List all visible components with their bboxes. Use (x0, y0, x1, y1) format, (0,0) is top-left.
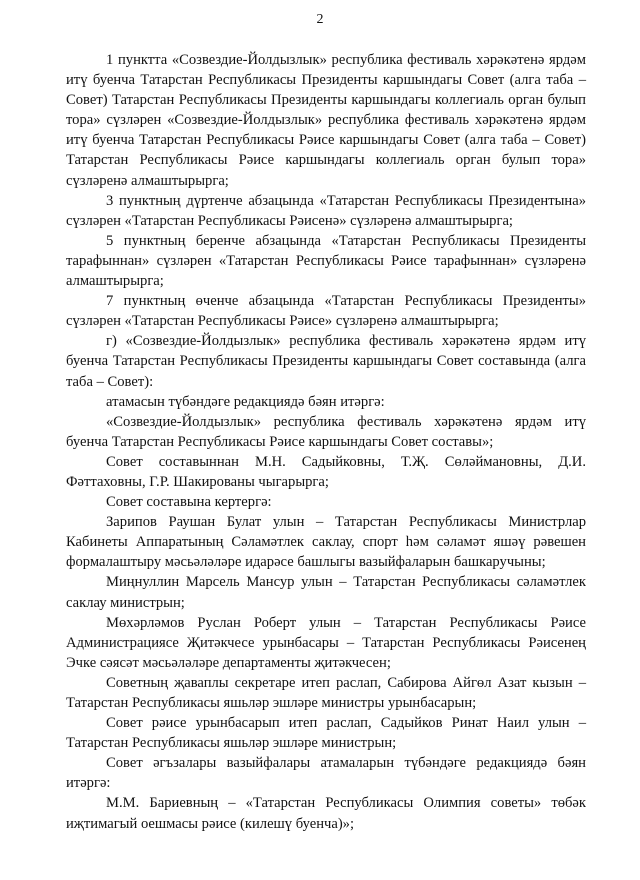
paragraph: 5 пунктның беренче абзацында «Татарстан Республикасы Президенты тарафыннан» сүзләрен «Татарстан Республикасы Рәисе тарафыннан» сүзләренә алмаштырырга; (66, 232, 586, 290)
paragraph: Совет әгъзалары вазыйфалары атамаларын түбәндәге редакциядә бәян итәргә: (66, 755, 586, 792)
page-number: 2 (316, 12, 324, 27)
paragraph: 7 пунктның өченче абзацында «Татарстан Республикасы Президенты» сүзләрен «Татарстан Республикасы Рәисе» сүзләренә алмаштырырга; (66, 293, 586, 330)
paragraph: «Созвездие-Йолдызлык» республика фестиваль хәрәкәтенә ярдәм итү буенча Татарстан Республикасы Рәисе каршындагы Совет составы»; (66, 413, 586, 450)
paragraph: атамасын түбәндәге редакциядә бәян итәргә: (106, 393, 385, 410)
paragraph: Совет составыннан М.Н. Садыйковны, Т.Җ. Сөләймановны, Д.И. Фәттаховны, Г.Р. Шакированы чыгарырга; (66, 453, 586, 490)
paragraph: М.М. Бариевның – «Татарстан Республикасы Олимпия советы» төбәк иҗтимагый оешмасы рәисе (килешү буенча)»; (66, 795, 586, 832)
paragraph: Совет рәисе урынбасарып итеп раслап, Садыйков Ринат Наил улын – Татарстан Республикасы яшьләр эшләре министрын; (66, 715, 586, 752)
paragraph: 1 пунктта «Созвездие-Йолдызлык» республика фестиваль хәрәкәтенә ярдәм итү буенча Татарстан Республикасы Президенты каршындагы Совет (алга таба – Совет) Татарстан Республикасы Президенты каршындагы коллегиаль орган булып тора» сүзләрен «Созвездие-Йолдызлык» республика фестиваль хәрәкәтенә ярдәм итү буенча Татарстан Республикасы Рәисе каршындагы Совет (алга таба – Совет) Татарстан Республикасы Рәисе каршындагы коллегиаль орган булып тора» сүзләренә алмаштырырга; (66, 52, 586, 189)
paragraph: Миңнуллин Марсель Мансур улын – Татарстан Республикасы сәламәтлек саклау министрын; (66, 574, 586, 611)
paragraph: Совет составына кертергә: (106, 494, 272, 511)
paragraph: Зарипов Раушан Булат улын – Татарстан Республикасы Министрлар Кабинеты Аппаратының Сәламәтлек саклау, спорт һәм сәламәт яшәү рәвешен формалаштыру мәсьәләләре идарәсе башлыгы вазыйфаларын башкаручыны; (66, 514, 586, 571)
paragraph: г) «Созвездие-Йолдызлык» республика фестиваль хәрәкәтенә ярдәм итү буенча Татарстан Республикасы Президенты каршындагы Совет составында (алга таба – Совет): (66, 333, 586, 390)
paragraph: 3 пунктның дүртенче абзацында «Татарстан Республикасы Президентына» сүзләрен «Татарстан Республикасы Рәисенә» сүзләренә алмаштырырга; (66, 192, 586, 229)
paragraph: Советның җаваплы секретаре итеп раслап, Сабирова Айгөл Азат кызын – Татарстан Республикасы яшьләр эшләре министры урынбасарын; (66, 674, 586, 711)
paragraph: Мөхәрләмов Руслан Роберт улын – Татарстан Республикасы Рәисе Администрациясе Җитәкчесе урынбасары – Татарстан Республикасы Рәисенең Эчке сәясәт мәсьәләләре департаменты җитәкчесен; (66, 614, 586, 671)
document-body (66, 50, 586, 834)
